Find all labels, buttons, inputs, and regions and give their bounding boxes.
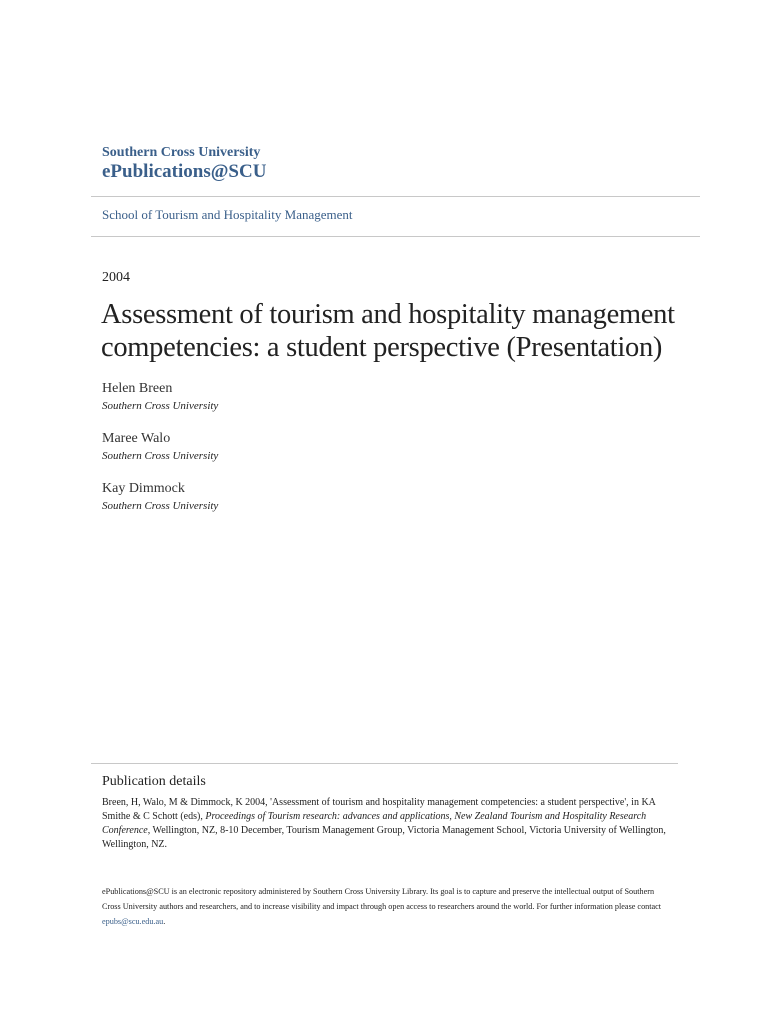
author-affiliation: Southern Cross University (102, 400, 219, 412)
divider (91, 763, 678, 764)
contact-email-link[interactable]: epubs@scu.edu.au (102, 917, 164, 926)
citation-text-end: , Wellington, NZ, 8-10 December, Tourism Management Group, Victoria Management School, Victoria University of Wellington, Wellington, NZ. (102, 825, 666, 850)
notice-end: . (163, 917, 166, 926)
author-block (102, 480, 218, 514)
author-affiliation: Southern Cross University (102, 450, 219, 462)
paper-title: Assessment of tourism and hospitality management competencies: a student perspective (Presentation) (101, 299, 675, 363)
notice-text: ePublications@SCU is an electronic repository administered by Southern Cross University Library. Its goal is to capture and preserve the intellectual output of Southern Cross University authors and researchers, and to increase visibility and impact through open access to researchers around the world. For further information please contact (102, 887, 662, 911)
author-block (102, 430, 218, 464)
divider (91, 196, 700, 197)
citation-proceedings: Proceedings of Tourism research: advances and applications, New Zealand Tourism and Hospitality Research Conference (102, 811, 647, 836)
university-name: Southern Cross University (102, 145, 261, 160)
author-name: Helen Breen (102, 381, 173, 396)
publication-year: 2004 (102, 270, 130, 285)
repository-notice (102, 884, 670, 929)
publication-citation (102, 796, 670, 852)
school-link[interactable]: School of Tourism and Hospitality Management (102, 207, 353, 222)
publication-details-heading: Publication details (102, 774, 206, 789)
author-block (102, 380, 218, 414)
citation-text: Breen, H, Walo, M & Dimmock, K 2004, 'Assessment of tourism and hospitality management competencies: a student perspective', in KA Smithe & C Schott (eds), (102, 797, 656, 822)
author-affiliation: Southern Cross University (102, 500, 219, 512)
author-name: Kay Dimmock (102, 481, 185, 496)
repository-link[interactable]: ePublications@SCU (102, 161, 267, 182)
divider (91, 236, 700, 237)
author-name: Maree Walo (102, 431, 171, 446)
